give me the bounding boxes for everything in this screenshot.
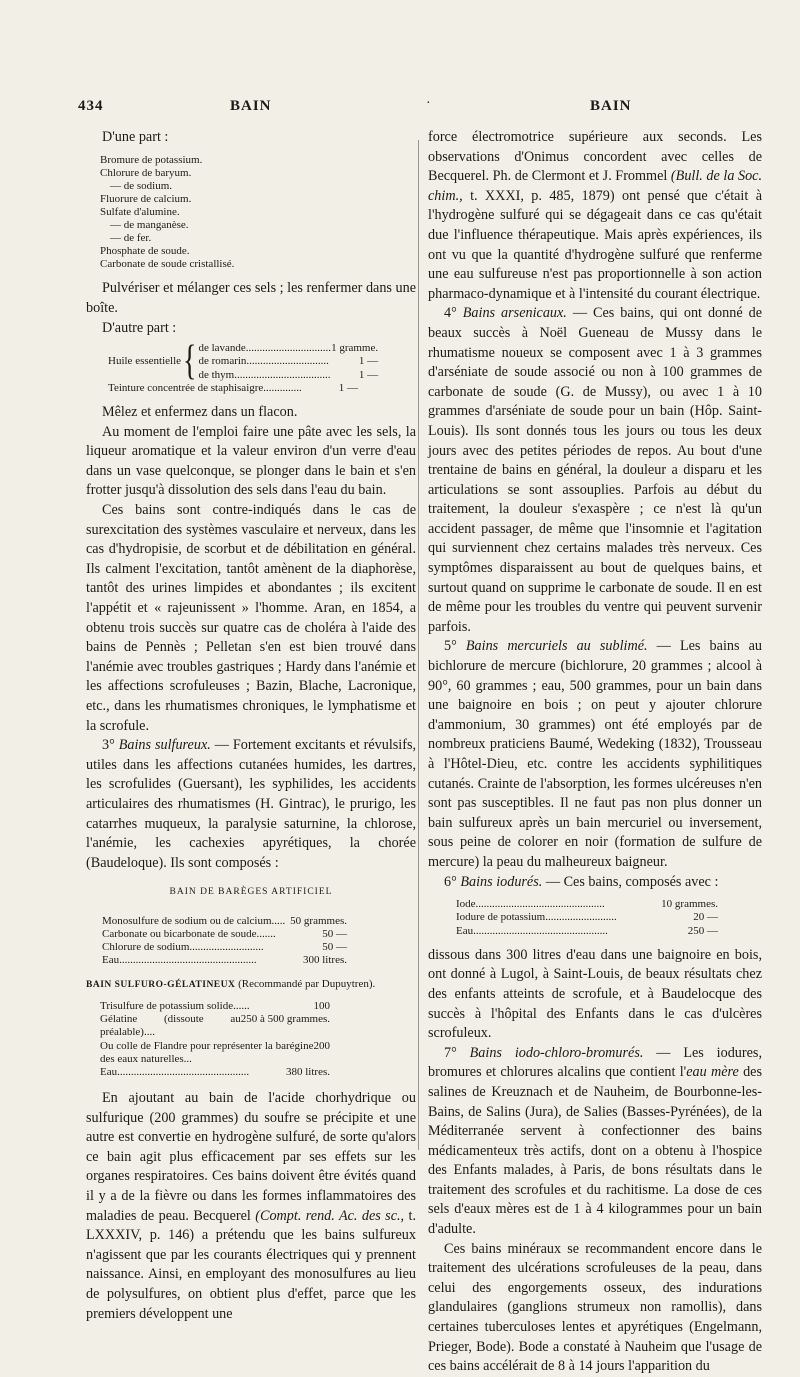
section-title: Bains iodurés.: [460, 873, 543, 890]
paragraph-bains-iodures: 6° Bains iodurés. — Ces bains, composés avec :: [444, 873, 719, 890]
paragraph-bains-sulfureux: 3° Bains sulfureux. — Fortement excitants et révulsifs, utiles dans les affections cutanées humides, les dartres, les scrofulides (Guersant), les syphilides, les accidents articulaires des rhumatismes (H. Gintrac), le prurigo, les catarrhes muqueux, la paralysie saturnine, la chlorose, l'anémie, les cachexies apyrétiques, la chorée (Baudeloque). Ils sont composés :: [86, 737, 417, 871]
list-item: Chlorure de baryum.: [100, 166, 192, 179]
table-iodures: [456, 898, 718, 938]
table-row: Trisulfure de potassium solide...... 100: [100, 999, 330, 1012]
paragraph-en-ajoutant: En ajoutant au bain de l'acide chorhydrique ou sulfurique (200 grammes) du soufre se précipite et une autre est convertie en hydrogène sulfuré, de sorte qu'alors ce bain agit plus efficacement par ses effets sur les organes respiratoires. Ces bains doivent être évités quand il y a de la fièvre ou dans les formes inflammatoires des maladies de peau. Becquerel (Compt. rend. Ac. des sc., t. LXXXIV, p. 146) a prétendu que les bains sulfureux n'agissent que par les courants électriques qui y prennent naissance. Ainsi, en employant des monosulfures au lieu de polysulfures, on obtient plus d'effet, parce que les premiers développent une: [86, 1090, 416, 1322]
paragraph-iodo-chloro-bromures: 7° Bains iodo-chloro-bromurés. — Les iodures, bromures et chlorures alcalins que contient l'eau mère des salines de Kreuznach et de Nauheim, de Bourbonne-les-Bains, de Salins (Jura), de Salies (Basses-Pyrénées), de la Méditerranée servent à confectionner des bains médicamenteux très actifs, dont on a obtenu à l'hospice des Enfants malades, à Paris, de bons résultats dans le traitement des scrofules et du rachitisme. La dose de ces sels d'eaux mères est de 1 à 4 kilogrammes pour un bain d'adulte.: [428, 1044, 762, 1238]
list-item: Carbonate de soude cristallisé.: [100, 258, 235, 271]
huile-items: [198, 342, 378, 382]
running-title-right: BAIN: [590, 98, 632, 114]
header-dot: ·: [426, 96, 431, 111]
section-title: Bains mercuriels au sublimé.: [465, 638, 648, 655]
list-item: — de manganèse.: [110, 219, 189, 232]
table-row: Monosulfure de sodium ou de calcium..... 50 grammes.: [102, 914, 347, 927]
list-item: Bromure de potassium.: [100, 153, 203, 166]
table-sulfuro: [100, 1000, 330, 1079]
list-item: Sulfate d'alumine.: [100, 205, 180, 218]
list-item: de thym................................... 1 —: [198, 368, 379, 381]
table-title-sulfuro: BAIN SULFURO-GÉLATINEUX (Recommandé par Dupuytren).: [86, 977, 376, 990]
table-row: Gélatine (dissoute au préalable).... 250 à 500 grammes.: [100, 1013, 330, 1039]
list-item: de romarin.............................. 1 —: [198, 355, 379, 368]
table-row: Eau................................................. 250 —: [456, 924, 718, 937]
paragraph-moment: Au moment de l'emploi faire une pâte avec les sels, la liqueur aromatique et la valeur environ d'un verre d'eau dans un vase quelconque, se plonger dans le bain et s'en frotter jusqu'à dissolution des sels dans l'eau du bain.: [86, 423, 416, 499]
paragraph-pulveriser: Pulvériser et mélanger ces sels ; les renfermer dans une boîte.: [86, 280, 416, 317]
teinture-row: Teinture concentrée de staphisaigre.............. 1 —: [108, 381, 358, 394]
table-title-bareges: BAIN DE BARÈGES ARTIFICIEL: [169, 887, 333, 898]
table-row: Chlorure de sodium........................... 50 —: [102, 941, 347, 954]
list-item: Fluorure de calcium.: [100, 192, 192, 205]
list-item: Phosphate de soude.: [100, 245, 190, 258]
list-item: — de sodium.: [110, 179, 173, 192]
aromatic-mixture: [86, 338, 379, 395]
table-row: Carbonate ou bicarbonate de soude....... 50 —: [102, 928, 347, 941]
list-item: — de fer.: [110, 232, 152, 245]
brace-icon: {: [183, 338, 197, 385]
table-row: Iodure de potassium.......................... 20 —: [456, 911, 718, 924]
table-row: Eau.................................................. 300 litres.: [102, 954, 347, 967]
paragraph-mineraux: Ces bains minéraux se recommandent encore dans le traitement des ulcérations scrofuleuses de la peau, dans celui des engorgements osseux, des indurations glandulaires (ganglions strumeux non ramollis), dans certaines tuberculoses lentes et apyrétiques (Engelmann, Prieger, Bode). Bode a constaté à Nauheim que l'usage de ces bains accélérait de 8 à 14 jours l'apparition du: [428, 1240, 762, 1375]
section-title: Bains arsenicaux.: [462, 305, 567, 322]
table-bareges: [102, 915, 347, 968]
table-row: Iode............................................... 10 grammes.: [456, 898, 718, 911]
huile-label: Huile essentielle: [108, 355, 182, 368]
section-title: Bains sulfureux.: [118, 737, 211, 754]
paragraph-melez: Mêlez et enfermez dans un flacon.: [102, 404, 298, 421]
running-title-left: BAIN: [230, 98, 272, 114]
paragraph-autre: D'autre part :: [102, 319, 177, 336]
salt-list: [100, 154, 416, 272]
left-column: [86, 128, 416, 1324]
column-rule: [418, 140, 419, 1150]
table-row: Ou colle de Flandre pour représenter la barégine des eaux naturelles... 200: [100, 1039, 330, 1065]
table-row: Eau................................................ 380 litres.: [100, 1065, 330, 1078]
paragraph-contre-indiques: Ces bains sont contre-indiqués dans le cas de surexcitation des systèmes vasculaire et nerveux, dans les cas d'hydropisie, de scorbut et de débilitation en général. Ils calment l'excitation, tantôt amènent de la diaphorèse, tantôt des urines limpides et abondantes ; ils excitent l'appétit et « rajeunissent » l'homme. Aran, en 1854, a obtenu trois succès sur quatre cas de choléra à l'aide des bains de Pennès ; Pelletan s'en est bien trouvé dans l'anémie avec troubles gastriques ; Hardy dans l'anémie et les affections scrofuleuses ; Bazin, Blache, Lacronique, etc., dans les rhumatismes chroniques, le lymphatisme et la scrofule.: [86, 502, 416, 734]
page-header: [78, 94, 760, 124]
right-column: [428, 128, 762, 1377]
list-item: de lavande............................... 1 gramme.: [198, 342, 379, 355]
paragraph-bains-arsenicaux: 4° Bains arsenicaux. — Ces bains, qui ont donné de beaux succès à Noël Gueneau de Mussy dans le rhumatisme noueux se composent avec 1 à 3 grammes d'arséniate de soude associé ou non à 100 grammes de carbonate de soude (G. de Mussy), ou avec 1 à 10 grammes d'arséniate de soude pour un bain (Hôp. Saint-Louis). Ils sont donnés tous les jours ou tous les deux jours avec des petites périodes de repos. Au bout d'une trentaine de bains en général, la douleur a disparu et les articulations se sont assouplies. Parfois au début du traitement, la douleur s'exaspère ; ce n'est là qu'un accident passager, de même que l'insomnie et l'agitation qui surviennent chez certains malades très nerveux. Ces symptômes disparaissent au bout de quelques bains, et surtout quand on supprime le carbonate de soude. Il en est de même pour les troubles du ventre qui peuvent survenir parfois.: [428, 305, 762, 635]
paragraph-force: force électromotrice supérieure aux seconds. Les observations d'Onimus concordent avec celles de Becquerel. Ph. de Clermont et J. Frommel (Bull. de la Soc. chim., t. XXXI, p. 485, 1879) ont pensé que c'était à l'hydrogène sulfuré qui se dégageait dans ce cas qu'était due l'influence thérapeutique. Mais après expériences, ils ont vu que la quantité d'hydrogène sulfuré que renferme une eau sulfureuse n'est pas proportionnelle à son action pharmaco-dynamique et à l'intensité du courant électrique.: [428, 129, 763, 302]
paragraph-dissous: dissous dans 300 litres d'eau dans une baignoire en bois, ont donné à Lugol, à Saint-Louis, de beaux résultats chez des enfants atteints de scrofule, et à Baudelocque des succès à l'hôpital des Enfants dans le cas d'ulcères scrofuleux.: [428, 946, 762, 1042]
section-title: Bains iodo-chloro-bromurés.: [469, 1044, 644, 1061]
paragraph-dune: D'une part :: [102, 129, 169, 145]
huile-block: [108, 338, 379, 385]
page-number: 434: [78, 98, 104, 114]
paragraph-bains-mercuriels: 5° Bains mercuriels au sublimé. — Les bains au bichlorure de mercure (bichlorure, 20 grammes ; alcool à 90°, 60 grammes ; eau, 500 grammes, pour un bain dans une baignoire en bois ; on peut y ajouter chlorure d'ammonium, 30 grammes) ont été employés par de nombreux praticiens Baumé, Wedeking (1832), Trousseau à l'Hôtel-Dieu, etc. contre les accidents syphilitiques cutanés. Crainte de l'absorption, les formes ulcéreuses n'en sont pas susceptibles. Il ne faut pas non plus donner un bain sulfureux après un bain mercuriel ou inversement, sous peine de colorer en noir (formation de sulfure de mercure) la peau du malheureux baigneur.: [428, 638, 763, 870]
